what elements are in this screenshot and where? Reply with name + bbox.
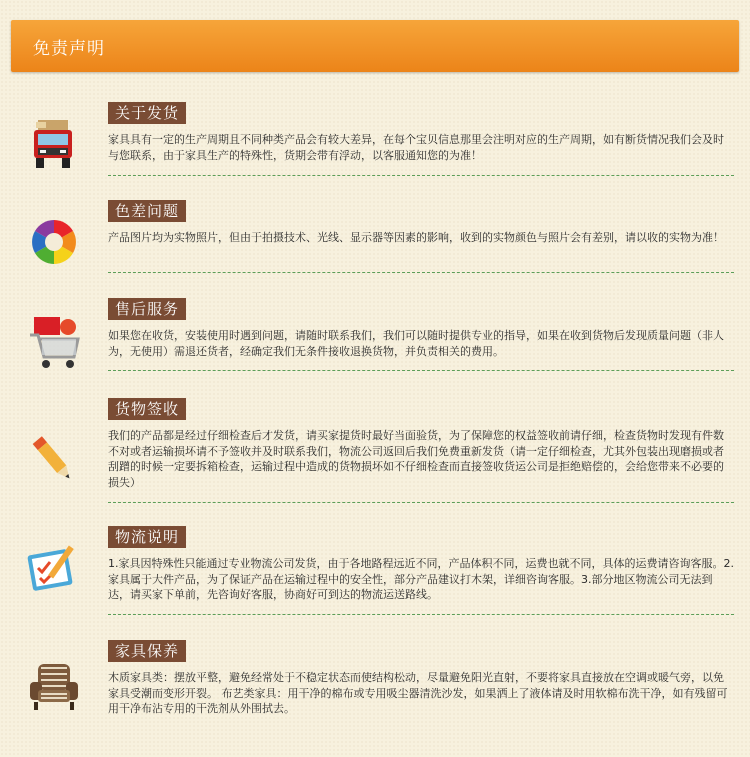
section-text: 1.家具因特殊性只能通过专业物流公司发货，由于各地路程远近不同，产品体积不同，运费也就不同，具体的运费请咨询客服。2.家具属于大件产品，为了保证产品在运输过程中的安全性，部分产品建议打木架，详细咨询客服。3.部分地区物流公司无法到达，请买家下单前，先咨询好客服，协商好可到达的物流运送路线。 <box>108 557 734 601</box>
delivery-truck-icon <box>24 114 84 174</box>
section-title: 色差问题 <box>108 200 186 222</box>
section-text: 家具具有一定的生产周期且不同种类产品会有较大差异，在每个宝贝信息那里会注明对应的生产周期，如有断货情况我们会及时与您联系，由于家具生产的特殊性，货期会带有浮动，以客服通知您的为准！ <box>108 133 724 162</box>
section-title: 货物签收 <box>108 398 186 420</box>
dashed-divider <box>108 502 734 503</box>
color-wheel-icon <box>24 212 84 272</box>
page-title: 免责声明 <box>33 39 105 59</box>
section-title: 售后服务 <box>108 298 186 320</box>
dashed-divider <box>108 370 734 371</box>
pencil-icon <box>24 430 84 490</box>
section-shipping <box>0 102 750 182</box>
section-title: 关于发货 <box>108 102 186 124</box>
section-text: 如果您在收货，安装使用时遇到问题，请随时联系我们，我们可以随时提供专业的指导，如果在收到货物后发现质量问题（非人为，无使用）需退还货者，经确定我们无条件接收退换货物，并负责相关的费用。 <box>108 329 724 358</box>
shopping-cart-icon <box>24 313 84 373</box>
section-text: 我们的产品都是经过仔细检查后才发货，请买家提货时最好当面验货，为了保障您的权益签收前请仔细，检查货物时发现有件数不对或者运输损坏请不予签收并及时联系我们，物流公司返回后我们免费重新发货（请一定仔细检查，尤其外包装出现磨损或者刮蹭的时候一定要拆箱检查，运输过程中造成的货物损坏如不仔细检查而直接签收货运公司是拒绝赔偿的，会给您带来不必要的损失） <box>108 429 724 489</box>
section-goods-receipt <box>0 398 750 498</box>
section-after-sales <box>0 298 750 378</box>
section-furniture-care <box>0 640 750 730</box>
dashed-divider <box>108 614 734 615</box>
section-text: 产品图片均为实物照片，但由于拍摄技术、光线、显示器等因素的影响，收到的实物颜色与照片会有差别，请以收的实物为准！ <box>108 231 724 244</box>
dashed-divider <box>108 175 734 176</box>
dashed-divider <box>108 272 734 273</box>
section-logistics <box>0 526 750 616</box>
armchair-icon <box>24 658 84 718</box>
section-text: 木质家具类：摆放平整，避免经常处于不稳定状态而使结构松动，尽量避免阳光直射，不要将家具直接放在空调或暖气旁，以免家具受潮而变形开裂。 布艺类家具：用干净的棉布或专用吸尘器清洗沙发，如果洒上了液体请及时用软棉布洗干净，如有残留可用干净布沾专用的干洗剂从外围拭去。 <box>108 671 728 715</box>
checklist-pencil-icon <box>24 538 84 598</box>
section-color-difference <box>0 200 750 280</box>
section-title: 家具保养 <box>108 640 186 662</box>
section-title: 物流说明 <box>108 526 186 548</box>
header-bar <box>11 20 739 72</box>
